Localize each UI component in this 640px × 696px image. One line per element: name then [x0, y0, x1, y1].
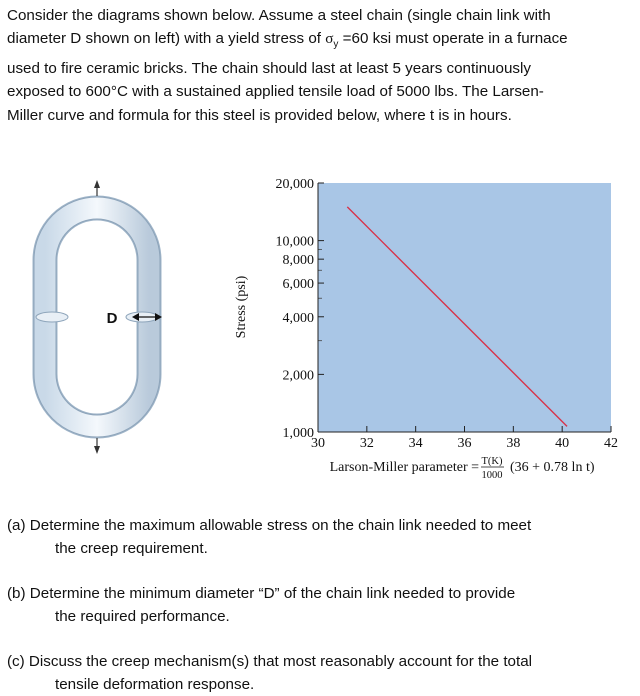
intro-line-2-pre: diameter D shown on left) with a yield stress of [7, 30, 326, 48]
question-a [7, 514, 633, 560]
chart-plot-area [318, 183, 611, 432]
y-axis-label: Stress (psi) [234, 275, 249, 339]
y-tick-label: 10,000 [275, 234, 314, 250]
sigma-subscript: y [333, 39, 339, 51]
question-b-line-2: the required performance. [55, 608, 230, 625]
y-tick-label: 20,000 [275, 177, 314, 192]
y-tick-label: 6,000 [282, 277, 314, 293]
y-tick-label: 2,000 [282, 368, 314, 384]
intro-line-2-post: =60 ksi must operate in a furnace [338, 30, 568, 48]
x-tick-label: 30 [311, 436, 325, 451]
question-c-line-2: tensile deformation response. [55, 676, 255, 693]
x-tick-label: 40 [555, 436, 570, 451]
intro-line-4: exposed to 600°C with a sustained applied tensile load of 5000 lbs. The Larsen- [7, 83, 544, 101]
intro-line-3: used to fire ceramic bricks. The chain should last at least 5 years continuously [7, 59, 531, 77]
x-tick-label: 36 [457, 436, 472, 451]
x-tick-label: 38 [506, 436, 521, 451]
question-a-line-2: the creep requirement. [55, 540, 208, 557]
question-c-line-1: (c) Discuss the creep mechanism(s) that most reasonably account for the total [7, 653, 533, 670]
y-tick-label: 8,000 [282, 253, 314, 269]
x-tick-label: 32 [359, 436, 374, 451]
x-axis-label-numerator: T(K) [481, 456, 503, 467]
y-tick-label: 1,000 [282, 426, 314, 441]
question-b [7, 582, 633, 628]
diameter-label: D [106, 310, 118, 327]
y-tick-label: 4,000 [282, 310, 314, 326]
x-axis-label-suffix: (36 + 0.78 ln t) [510, 460, 595, 475]
x-tick-label: 34 [408, 436, 423, 451]
sigma-symbol: σ [325, 30, 334, 48]
question-b-line-1: (b) Determine the minimum diameter “D” of the chain link needed to provide [7, 585, 516, 602]
intro-line-5: Miller curve and formula for this steel is provided below, where t is in hours. [7, 106, 512, 124]
y-axis-ticks [276, 177, 325, 441]
question-c [7, 650, 633, 696]
x-tick-label: 42 [604, 436, 618, 451]
question-a-line-1: (a) Determine the maximum allowable stress on the chain link needed to meet [7, 517, 532, 534]
x-axis-label-denominator: 1000 [481, 470, 503, 481]
intro-line-1: Consider the diagrams shown below. Assume a steel chain (single chain link with [7, 7, 551, 24]
x-axis-label-prefix: Larson-Miller parameter = [329, 460, 479, 475]
